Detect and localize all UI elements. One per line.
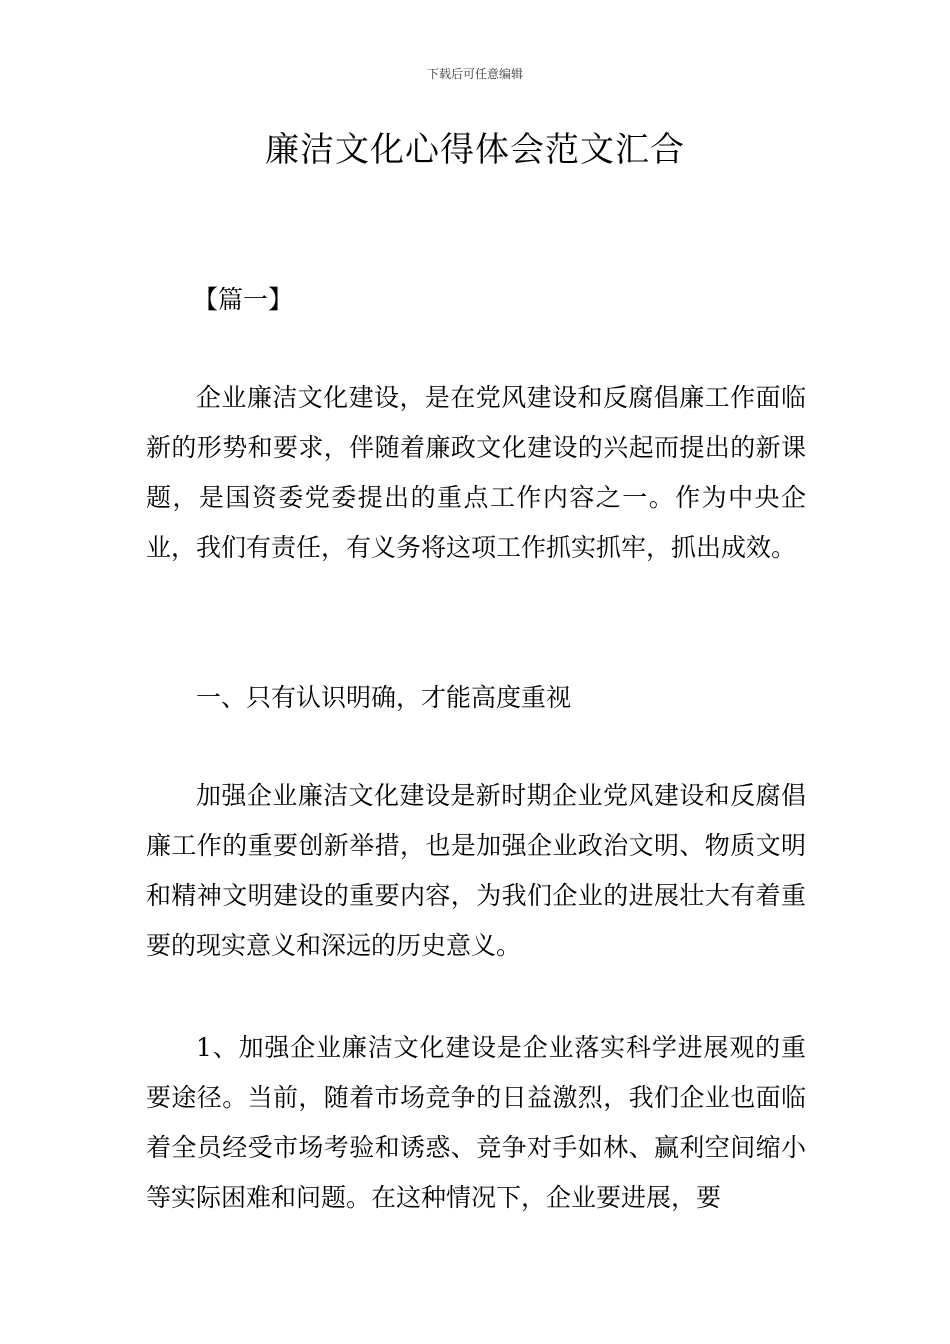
document-title: 廉洁文化心得体会范文汇合: [265, 130, 685, 170]
header-note: 下载后可任意编辑: [426, 67, 523, 81]
paragraph-point-one: 1、加强企业廉洁文化建设是企业落实科学进展观的重要途径。当前，随着市场竞争的日益激烈，我们企业也面临着全员经受市场考验和诱惑、竞争对手如林、赢利空间缩小等实际困难和问题。在这种情况下，企业要进展，要: [146, 1033, 806, 1212]
paragraph-intro: 企业廉洁文化建设，是在党风建设和反腐倡廉工作面临新的形势和要求，伴随着廉政文化建设的兴起而提出的新课题，是国资委党委提出的重点工作内容之一。作为中央企业，我们有责任，有义务将这项工作抓实抓牢，抓出成效。: [146, 383, 806, 562]
subheading-one: 一、只有认识明确，才能高度重视: [196, 683, 572, 712]
section-heading: 【篇一】: [193, 285, 294, 314]
paragraph-importance: 加强企业廉洁文化建设是新时期企业党风建设和反腐倡廉工作的重要创新举措，也是加强企业政治文明、物质文明和精神文明建设的重要内容，为我们企业的进展壮大有着重要的现实意义和深远的历史意义。: [146, 781, 806, 960]
